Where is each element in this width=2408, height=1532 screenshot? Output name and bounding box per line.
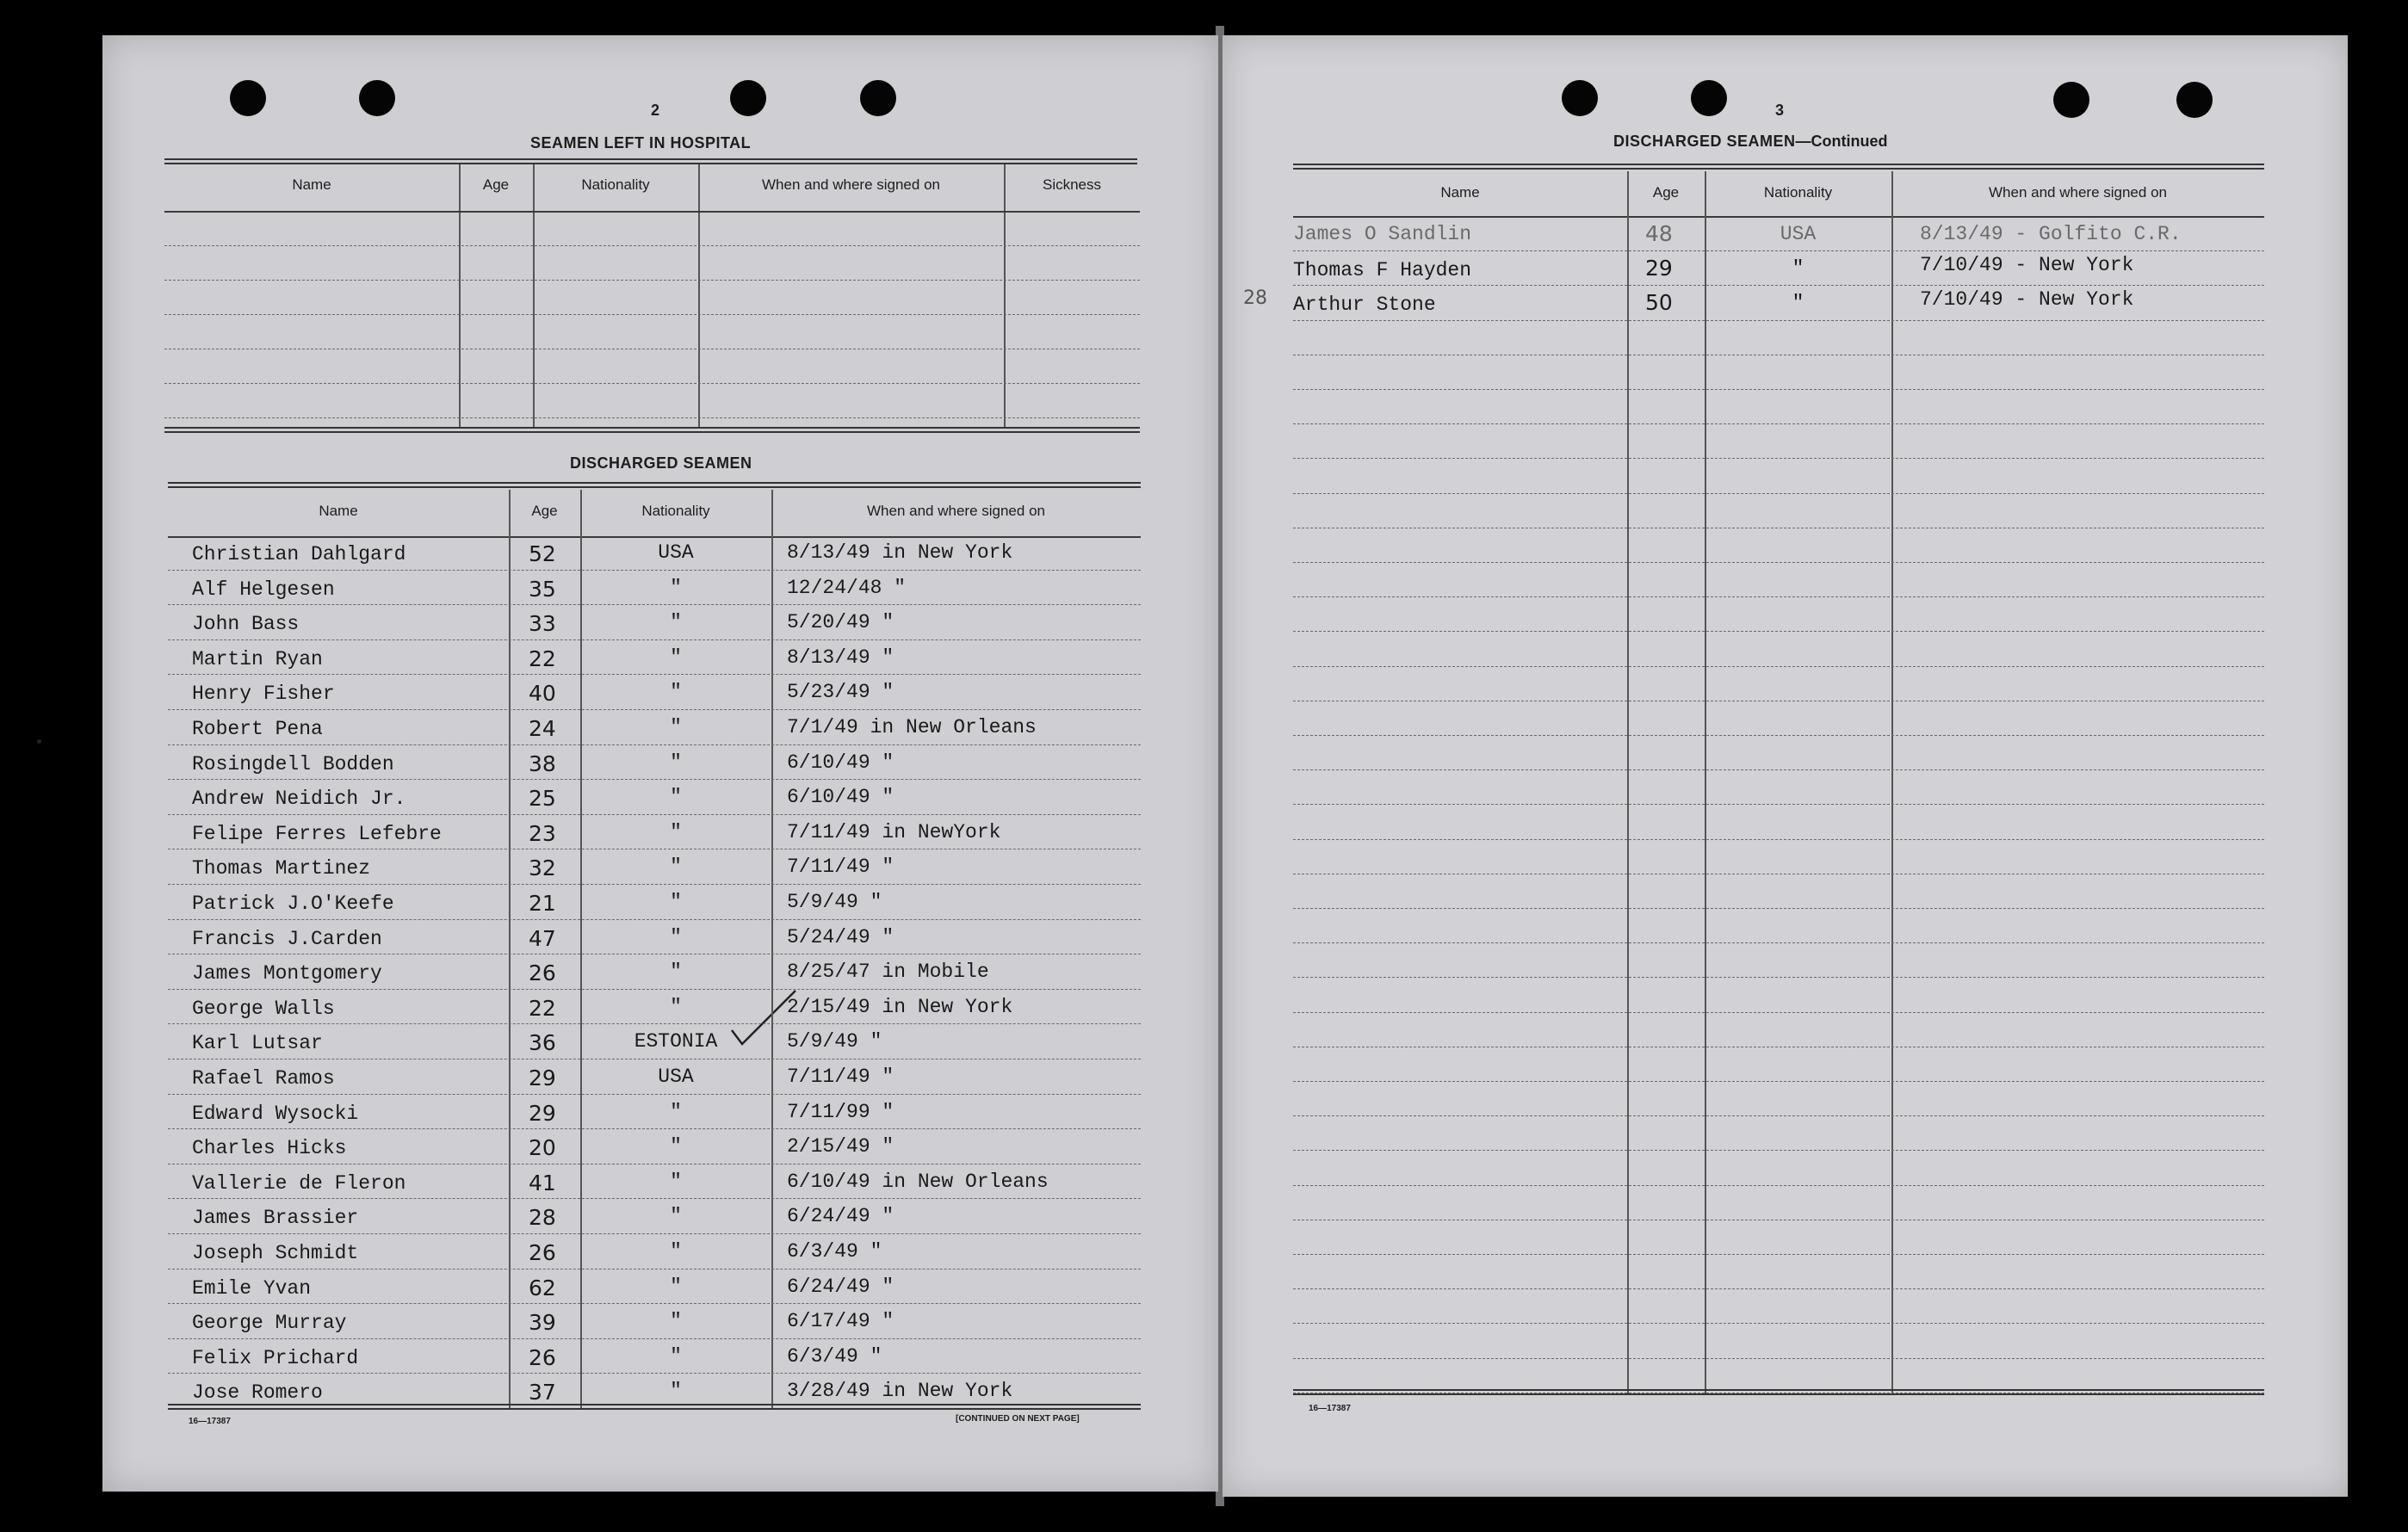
table-row <box>1223 1187 2342 1221</box>
seaman-nationality: " <box>670 1310 682 1333</box>
seaman-age: 52 <box>529 541 556 566</box>
seaman-nationality: " <box>670 716 682 738</box>
seaman-age: 26 <box>529 1344 556 1370</box>
signed-on: 12/24/48 " <box>787 576 907 599</box>
signed-on: 5/24/49 " <box>787 925 894 948</box>
seaman-name: Henry Fisher <box>192 683 335 706</box>
table-row <box>102 1200 1213 1235</box>
punch-hole <box>860 80 896 116</box>
row-line <box>168 709 1141 710</box>
row-line <box>168 814 1141 815</box>
rule <box>164 158 1137 164</box>
seaman-name: Andrew Neidich Jr. <box>192 788 406 811</box>
signed-on: 5/9/49 " <box>787 1030 882 1053</box>
punch-hole <box>2176 82 2213 118</box>
table-row <box>102 921 1213 956</box>
table-row <box>102 991 1213 1026</box>
form-number: 16—17387 <box>189 1417 231 1426</box>
seaman-nationality: " <box>670 925 682 948</box>
row-line <box>1293 1185 2264 1186</box>
punch-hole <box>730 80 766 116</box>
table-row <box>1223 841 2342 875</box>
row-line <box>164 245 1140 246</box>
seaman-nationality: " <box>670 820 682 843</box>
row-line <box>1293 1254 2264 1255</box>
seaman-nationality: " <box>670 1380 682 1403</box>
signed-on: 5/20/49 " <box>787 611 894 634</box>
discharged-header-0: Name <box>319 503 358 519</box>
seaman-age: 40 <box>529 681 556 707</box>
title-suffix: —Continued <box>1795 133 1888 150</box>
form-number: 16—17387 <box>1309 1404 1351 1413</box>
seaman-name: Thomas F Hayden <box>1293 259 1472 282</box>
row-line <box>168 884 1141 885</box>
continued-header-3: When and where signed on <box>1989 184 2167 201</box>
signed-on: 7/11/99 " <box>787 1100 894 1123</box>
signed-on: 6/10/49 " <box>787 751 894 774</box>
rule <box>1293 1389 2264 1395</box>
table-row <box>1223 1117 2342 1152</box>
row-line <box>168 1094 1141 1095</box>
title-main: DISCHARGED SEAMEN <box>1613 133 1796 150</box>
speck <box>37 739 41 744</box>
seaman-name: Rosingdell Bodden <box>192 752 394 775</box>
seaman-nationality: USA <box>658 541 694 564</box>
rule <box>164 427 1140 433</box>
row-line <box>1293 839 2264 840</box>
row-line <box>1293 735 2264 736</box>
row-line <box>1293 285 2264 286</box>
seaman-age: 32 <box>529 856 556 881</box>
seaman-age: 20 <box>529 1135 556 1161</box>
seaman-name: John Bass <box>192 613 300 636</box>
hospital-header-3: When and where signed on <box>762 176 940 193</box>
seaman-nationality: " <box>670 681 682 704</box>
table-row <box>102 1025 1213 1060</box>
signed-on: 6/10/49 in New Orleans <box>787 1170 1049 1193</box>
rule <box>168 1404 1141 1410</box>
table-row <box>102 1165 1213 1201</box>
seaman-nationality: " <box>670 1344 682 1368</box>
continued-header-1: Age <box>1652 184 1680 201</box>
signed-on: 7/11/49 in NewYork <box>787 820 1001 843</box>
row-line <box>168 989 1141 990</box>
seaman-name: Arthur Stone <box>1293 293 1436 317</box>
table-row <box>1223 1325 2342 1359</box>
table-row <box>1223 668 2342 702</box>
table-row <box>1223 1014 2342 1048</box>
seaman-nationality: " <box>670 786 682 809</box>
seaman-name: James O Sandlin <box>1293 223 1472 245</box>
signed-on: 7/1/49 in New Orleans <box>787 716 1037 738</box>
table-row <box>102 1130 1213 1165</box>
table-row <box>102 816 1213 851</box>
seaman-nationality: " <box>670 1100 682 1123</box>
row-line <box>1293 458 2264 459</box>
seaman-nationality: " <box>670 961 682 984</box>
row-line <box>1293 562 2264 563</box>
signed-on: 5/9/49 " <box>787 891 882 913</box>
signed-on: 6/24/49 " <box>787 1205 894 1228</box>
seaman-nationality: " <box>670 646 682 669</box>
signed-on: 6/10/49 " <box>787 786 894 809</box>
table-row <box>102 536 1213 571</box>
seaman-name: Thomas Martinez <box>192 857 371 880</box>
rule <box>1293 164 2264 170</box>
column-divider <box>459 164 461 427</box>
table-row <box>102 1235 1213 1270</box>
discharged-header-2: Nationality <box>641 503 710 519</box>
column-divider <box>533 164 535 427</box>
seaman-age: 28 <box>529 1205 556 1231</box>
row-line <box>1293 942 2264 943</box>
row-line <box>1293 1358 2264 1359</box>
seaman-age: 23 <box>529 820 556 846</box>
table-row <box>1223 287 2342 321</box>
table-row <box>102 955 1213 991</box>
seaman-name: Edward Wysocki <box>192 1102 359 1125</box>
punch-hole <box>359 80 395 116</box>
seaman-nationality: " <box>670 611 682 634</box>
header-rule <box>164 211 1140 213</box>
seaman-age: 21 <box>529 891 556 916</box>
discharged-section-title: DISCHARGED SEAMEN <box>570 454 752 472</box>
seaman-age: 29 <box>1645 256 1673 281</box>
seaman-name: Felipe Ferres Lefebre <box>192 822 442 845</box>
table-row <box>102 1096 1213 1131</box>
table-row <box>1223 391 2342 425</box>
seaman-name: Alf Helgesen <box>192 578 335 601</box>
seaman-age: 22 <box>529 646 556 671</box>
seaman-age: 29 <box>529 1066 556 1090</box>
table-row <box>102 1270 1213 1306</box>
table-row <box>102 1060 1213 1096</box>
row-line <box>164 383 1140 384</box>
row-line <box>1293 1150 2264 1151</box>
row-line <box>1293 769 2264 770</box>
row-line <box>168 674 1141 675</box>
row-line <box>168 1303 1141 1304</box>
table-row <box>1223 875 2342 910</box>
seaman-nationality: " <box>670 576 682 599</box>
table-row <box>102 1340 1213 1375</box>
row-line <box>1293 1115 2264 1116</box>
row-line <box>168 919 1141 920</box>
seaman-name: Vallerie de Fleron <box>192 1171 406 1195</box>
table-row <box>1223 1083 2342 1117</box>
signed-on: 8/13/49 " <box>787 646 894 669</box>
row-line <box>1293 389 2264 390</box>
seaman-age: 37 <box>529 1380 556 1405</box>
signed-on: 6/17/49 " <box>787 1310 894 1333</box>
hospital-header-1: Age <box>482 176 510 193</box>
seaman-name: Martin Ryan <box>192 647 323 670</box>
signed-on: 7/10/49 - New York <box>1920 254 2134 277</box>
discharged-header-1: Age <box>531 503 558 519</box>
table-row <box>1223 322 2342 356</box>
seaman-name: Christian Dahlgard <box>192 543 406 565</box>
signed-on: 2/15/49 in New York <box>787 995 1013 1018</box>
seaman-name: George Murray <box>192 1312 347 1335</box>
seaman-nationality: " <box>670 1135 682 1158</box>
signed-on: 6/3/49 " <box>787 1344 882 1368</box>
table-row <box>1223 564 2342 598</box>
row-line <box>1293 493 2264 494</box>
table-row <box>1223 356 2342 391</box>
column-divider <box>1004 164 1006 427</box>
seaman-name: Felix Prichard <box>192 1346 359 1369</box>
seaman-nationality: " <box>1792 292 1804 315</box>
signed-on: 3/28/49 in New York <box>787 1380 1013 1403</box>
table-row <box>102 1305 1213 1340</box>
row-line <box>164 314 1140 315</box>
seaman-nationality: " <box>670 995 682 1018</box>
row-line <box>1293 977 2264 978</box>
seaman-name: James Brassier <box>192 1207 359 1230</box>
table-row <box>1223 1048 2342 1083</box>
table-row <box>1223 910 2342 944</box>
seaman-age: 39 <box>529 1310 556 1336</box>
signed-on: 6/3/49 " <box>787 1240 882 1263</box>
page-number: 2 <box>651 102 660 119</box>
seaman-age: 36 <box>529 1030 556 1056</box>
table-row <box>102 886 1213 921</box>
seaman-name: Rafael Ramos <box>192 1067 335 1090</box>
seaman-age: 62 <box>529 1275 556 1300</box>
margin-note: 28 <box>1243 287 1267 309</box>
seaman-age: 29 <box>529 1100 556 1126</box>
seaman-age: 38 <box>529 751 556 776</box>
seaman-nationality: " <box>670 1275 682 1298</box>
rule <box>168 482 1141 488</box>
table-row <box>1223 425 2342 460</box>
seaman-nationality: " <box>670 751 682 774</box>
signed-on: 8/13/49 - Golfito C.R. <box>1920 223 2182 245</box>
row-line <box>1293 908 2264 909</box>
row-line <box>1293 596 2264 597</box>
punch-hole <box>230 80 266 116</box>
table-row <box>1223 1290 2342 1325</box>
seaman-age: 26 <box>529 1240 556 1265</box>
seaman-nationality: " <box>670 856 682 879</box>
signed-on: 2/15/49 " <box>787 1135 894 1158</box>
seaman-name: Charles Hicks <box>192 1137 347 1160</box>
table-row <box>1223 702 2342 737</box>
table-row <box>102 850 1213 886</box>
row-line <box>1293 666 2264 667</box>
punch-hole <box>1691 80 1727 116</box>
table-row <box>1223 806 2342 840</box>
row-line <box>1293 1323 2264 1324</box>
continued-header-0: Name <box>1440 184 1480 201</box>
seaman-name: Francis J.Carden <box>192 927 382 950</box>
table-row <box>102 746 1213 781</box>
seaman-nationality: " <box>1792 257 1804 281</box>
seaman-nationality: USA <box>658 1066 694 1088</box>
continued-header-2: Nationality <box>1763 184 1833 201</box>
row-line <box>164 417 1140 418</box>
table-row <box>1223 979 2342 1013</box>
row-line <box>168 1338 1141 1339</box>
row-line <box>168 1128 1141 1129</box>
seaman-age: 26 <box>529 961 556 986</box>
seaman-age: 25 <box>529 786 556 812</box>
row-line <box>1293 631 2264 632</box>
seaman-age: 24 <box>529 716 556 741</box>
seaman-nationality: " <box>670 1240 682 1263</box>
seaman-age: 41 <box>529 1170 556 1195</box>
signed-on: 7/11/49 " <box>787 856 894 879</box>
hospital-header-4: Sickness <box>1042 176 1102 193</box>
row-line <box>164 280 1140 281</box>
row-line <box>168 1233 1141 1234</box>
table-row <box>102 676 1213 711</box>
seaman-name: Emile Yvan <box>192 1276 312 1300</box>
seaman-age: 50 <box>1645 290 1673 316</box>
seaman-name: Joseph Schmidt <box>192 1242 359 1264</box>
seaman-age: 33 <box>529 611 556 637</box>
seaman-age: 48 <box>1645 221 1673 246</box>
seaman-name: Karl Lutsar <box>192 1032 323 1055</box>
seaman-nationality: USA <box>1780 223 1817 245</box>
table-row <box>1223 529 2342 564</box>
signed-on: 5/23/49 " <box>787 681 894 704</box>
row-line <box>168 570 1141 571</box>
column-divider <box>698 164 700 427</box>
table-row <box>1223 1256 2342 1290</box>
row-line <box>1293 1012 2264 1013</box>
seaman-nationality: " <box>670 891 682 913</box>
row-line <box>1293 250 2264 251</box>
seaman-nationality: ESTONIA <box>634 1030 718 1053</box>
punch-hole <box>1562 80 1598 116</box>
hospital-header-2: Nationality <box>581 176 650 193</box>
table-row <box>1223 771 2342 806</box>
table-row <box>102 606 1213 641</box>
table-row <box>1223 218 2342 252</box>
row-line <box>168 604 1141 605</box>
table-row <box>1223 1221 2342 1256</box>
row-line <box>168 1198 1141 1199</box>
table-row <box>1223 252 2342 287</box>
table-row <box>1223 460 2342 494</box>
seaman-name: George Walls <box>192 997 335 1020</box>
seaman-age: 47 <box>529 925 556 951</box>
signed-on: 7/11/49 " <box>787 1066 894 1088</box>
punch-hole <box>2053 82 2089 118</box>
row-line <box>1293 1081 2264 1082</box>
row-line <box>1293 320 2264 321</box>
seaman-name: Jose Romero <box>192 1381 323 1405</box>
right-page <box>1223 35 2348 1497</box>
row-line <box>168 639 1141 640</box>
table-row <box>1223 598 2342 633</box>
seaman-nationality: " <box>670 1170 682 1193</box>
row-line <box>168 744 1141 745</box>
hospital-header-0: Name <box>292 176 331 193</box>
table-row <box>102 641 1213 676</box>
table-row <box>102 781 1213 816</box>
table-row <box>1223 495 2342 529</box>
signed-on: 8/13/49 in New York <box>787 541 1013 564</box>
signed-on: 6/24/49 " <box>787 1275 894 1298</box>
left-page <box>102 35 1218 1492</box>
row-line <box>168 1373 1141 1374</box>
discharged-header-3: When and where signed on <box>867 503 1045 519</box>
table-row <box>1223 1152 2342 1186</box>
row-line <box>1293 423 2264 424</box>
table-row <box>102 711 1213 746</box>
row-line <box>168 1023 1141 1024</box>
seaman-age: 22 <box>529 995 556 1021</box>
table-row <box>102 571 1213 607</box>
continued-note: [CONTINUED ON NEXT PAGE] <box>956 1414 1080 1424</box>
discharged-continued-title <box>1613 133 1888 151</box>
row-line <box>1293 1288 2264 1289</box>
table-row <box>1223 944 2342 979</box>
seaman-name: James Montgomery <box>192 962 382 985</box>
table-row <box>1223 633 2342 667</box>
seaman-name: Robert Pena <box>192 718 323 740</box>
row-line <box>168 779 1141 780</box>
table-row <box>1223 737 2342 771</box>
hospital-section-title: SEAMEN LEFT IN HOSPITAL <box>530 134 752 151</box>
page-number: 3 <box>1775 102 1785 119</box>
seaman-nationality: " <box>670 1205 682 1228</box>
signed-on: 8/25/47 in Mobile <box>787 961 989 984</box>
row-line <box>1293 804 2264 805</box>
signed-on: 7/10/49 - New York <box>1920 288 2134 312</box>
seaman-age: 35 <box>529 576 556 602</box>
seaman-name: Patrick J.O'Keefe <box>192 893 394 915</box>
